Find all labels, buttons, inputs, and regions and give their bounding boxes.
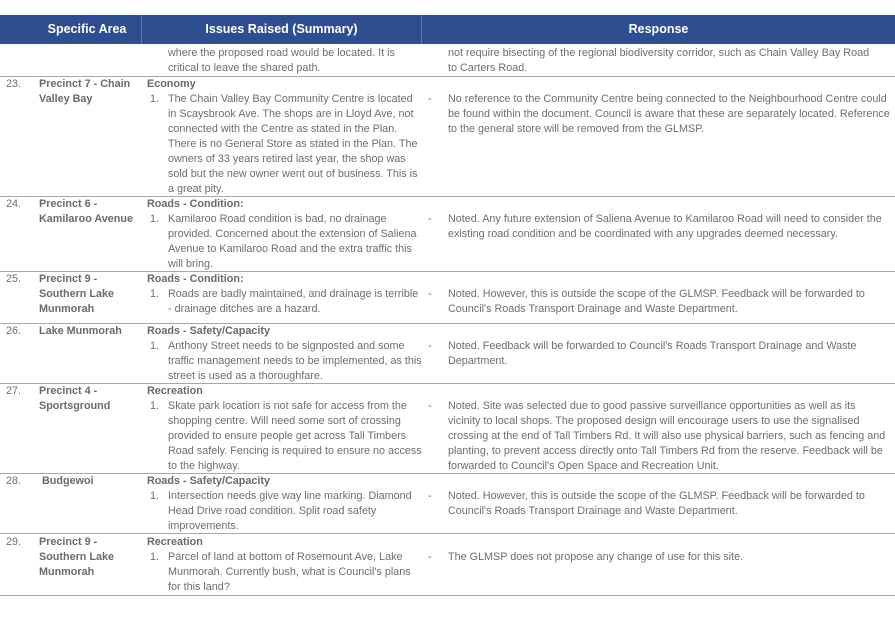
issue-category: Roads - Condition: — [147, 273, 244, 285]
continued-response-line: to Carters Road. — [448, 62, 528, 74]
issue-text: Kamilaroo Road condition is bad, no drainage provided. Concerned about the extension of Saliena Avenue to Kamilaroo Road and the extra traffic this will bring. — [168, 213, 417, 270]
issue-item-number: 1. — [150, 340, 160, 352]
issue-item-number: 1. — [150, 551, 160, 563]
row-divider — [0, 533, 895, 534]
response-text: Noted. Any future extension of Saliena Avenue to Kamilaroo Road will need to consider the existing road condition and be coordinated with any upgrades deemed necessary. — [448, 213, 882, 240]
specific-area: Precinct 7 - Chain Valley Bay — [39, 78, 131, 105]
row-divider — [0, 595, 895, 596]
issue-text: Anthony Street needs to be signposted and some traffic management needs to be implemented, as this street is used as a thoroughfare. — [168, 340, 422, 382]
response-text: Noted. However, this is outside the scope of the GLMSP. Feedback will be forwarded to Council's Roads Transport Drainage and Waste Department. — [448, 288, 865, 315]
issue-text: Parcel of land at bottom of Rosemount Ave, Lake Munmorah. Currently bush, what is Council's plans for this land? — [168, 551, 411, 593]
issue-item-number: 1. — [150, 400, 160, 412]
response-bullet: - — [428, 551, 432, 563]
specific-area: Precinct 9 - Southern Lake Munmorah — [39, 273, 114, 315]
header-specific-area: Specific Area — [47, 22, 127, 36]
issue-category: Roads - Condition: — [147, 198, 244, 210]
row-number: 25. — [6, 273, 22, 285]
response-text: The GLMSP does not propose any change of use for this site. — [448, 551, 744, 563]
specific-area: Budgewoi — [42, 475, 94, 487]
issue-item-number: 1. — [150, 213, 160, 225]
response-text: No reference to the Community Centre being connected to the Neighbourhood Centre could be found within the document. Council is aware that these are separately located. Reference to the general store will be removed from the GLMSP. — [448, 93, 890, 135]
row-number: 29. — [6, 536, 22, 548]
row-number: 23. — [6, 78, 22, 90]
response-bullet: - — [428, 340, 432, 352]
issue-category: Recreation — [147, 385, 203, 397]
continued-response-line: not require bisecting of the regional biodiversity corridor, such as Chain Valley Bay Road — [448, 47, 870, 59]
response-bullet: - — [428, 288, 432, 300]
specific-area: Precinct 6 - Kamilaroo Avenue — [39, 198, 133, 225]
issue-item-number: 1. — [150, 288, 160, 300]
issue-category: Recreation — [147, 536, 203, 548]
issue-text: Skate park location is not safe for access from the shopping centre. Will need some sort of crossing provided to ensure people get across Tall Timbers Road safely. Fencing is required to ensure no access to the highway. — [168, 400, 422, 472]
row-number: 26. — [6, 325, 22, 337]
response-bullet: - — [428, 490, 432, 502]
response-text: Noted. Feedback will be forwarded to Council's Roads Transport Drainage and Waste Department. — [448, 340, 857, 367]
continued-issue-line: critical to leave the shared path. — [168, 62, 321, 74]
header-issues: Issues Raised (Summary) — [205, 22, 358, 36]
row-number: 28. — [6, 475, 22, 487]
issue-item-number: 1. — [150, 490, 160, 502]
row-number: 27. — [6, 385, 22, 397]
table-header — [0, 15, 895, 44]
specific-area: Lake Munmorah — [39, 325, 122, 337]
issue-text: Intersection needs give way line marking. Diamond Head Drive road condition. Split road safety improvements. — [168, 490, 412, 532]
header-response: Response — [628, 22, 689, 36]
issue-category: Economy — [147, 78, 196, 90]
response-text: Noted. However, this is outside the scope of the GLMSP. Feedback will be forwarded to Council's Roads Transport Drainage and Waste Department. — [448, 490, 865, 517]
issue-item-number: 1. — [150, 93, 160, 105]
issue-category: Roads - Safety/Capacity — [147, 325, 271, 337]
issue-text: Roads are badly maintained, and drainage is terrible - drainage ditches are a hazard. — [168, 288, 419, 315]
response-bullet: - — [428, 213, 432, 225]
response-bullet: - — [428, 93, 432, 105]
response-text: Noted. Site was selected due to good passive surveillance opportunities as well as its vicinity to local shops. The proposed design will encourage users to use the signalised crossing at the end of Tall Timbers Rd. It will also use physical barriers, such as fencing and planting, to prevent access directly onto Tall Timbers Rd from the reserve. Feedback will be forwarded to Council's Open Space and Recreation Unit. — [448, 400, 886, 472]
response-bullet: - — [428, 400, 432, 412]
issue-text: The Chain Valley Bay Community Centre is located in Scaysbrook Ave. The shops are in Lloyd Ave, not connected with the Centre as stated in the Plan. There is no General Store as stated in the Plan. The owners of 33 years retired last year, the shop was sold but the new owner went out of business. This is a great pity. — [168, 93, 418, 195]
issue-category: Roads - Safety/Capacity — [147, 475, 271, 487]
row-number: 24. — [6, 198, 22, 210]
specific-area: Precinct 9 - Southern Lake Munmorah — [39, 536, 114, 578]
continued-issue-line: where the proposed road would be located. It is — [168, 47, 395, 59]
specific-area: Precinct 4 - Sportsground — [39, 385, 111, 412]
